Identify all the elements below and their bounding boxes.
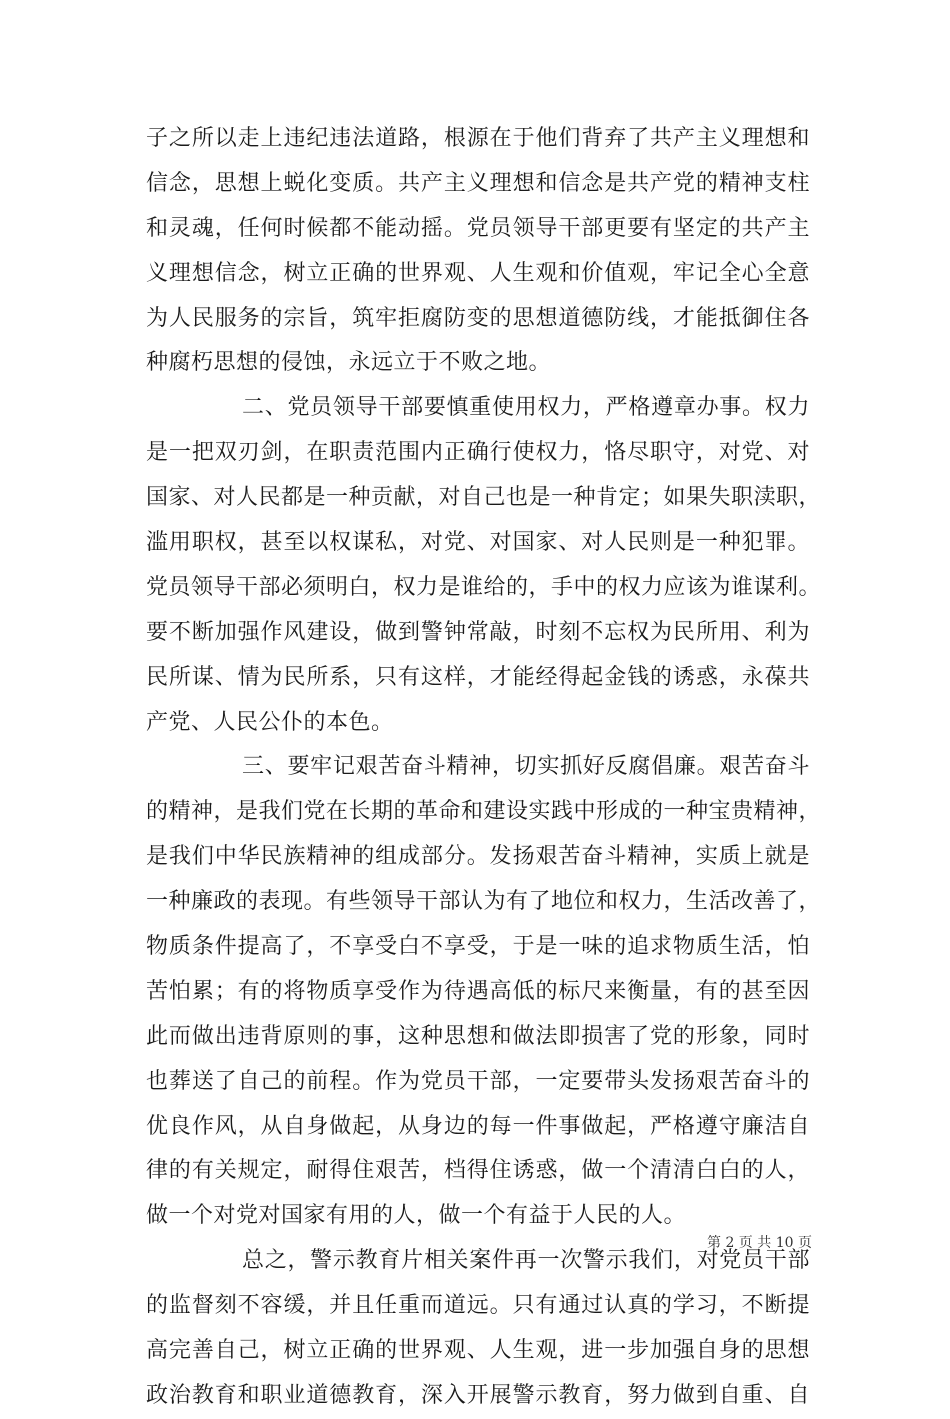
text-line: 为人民服务的宗旨，筑牢拒腐防变的思想道德防线，才能抵御住各 <box>146 305 810 331</box>
text-line: 律的有关规定，耐得住艰苦，档得住诱惑，做一个清清白白的人， <box>146 1158 810 1184</box>
text-line: 产党、人民公仆的本色。 <box>146 709 394 735</box>
page-number: 第 2 页 共 10 页 <box>707 1235 812 1251</box>
paragraph-start-line: 总之，警示教育片相关案件再一次警示我们，对党员干部 <box>242 1248 810 1274</box>
text-line: 也葬送了自己的前程。作为党员干部，一定要带头发扬艰苦奋斗的 <box>146 1068 810 1094</box>
document-body <box>146 117 822 1419</box>
text-line: 政治教育和职业道德教育，深入开展警示教育，努力做到自重、自 <box>146 1382 810 1408</box>
text-line: 民所谋、情为民所系，只有这样，才能经得起金钱的诱惑，永葆共 <box>146 664 810 690</box>
text-line: 苦怕累；有的将物质享受作为待遇高低的标尺来衡量，有的甚至因 <box>146 978 810 1004</box>
section-heading-line: 二、党员领导干部要慎重使用权力，严格遵章办事。权力 <box>242 395 810 421</box>
text-line: 一种廉政的表现。有些领导干部认为有了地位和权力，生活改善了， <box>146 889 822 915</box>
text-line: 的监督刻不容缓，并且任重而道远。只有通过认真的学习，不断提 <box>146 1293 810 1319</box>
text-line: 种腐朽思想的侵蚀，永远立于不败之地。 <box>146 350 552 376</box>
text-line: 物质条件提高了，不享受白不享受，于是一味的追求物质生活，怕 <box>146 934 810 960</box>
text-line: 此而做出违背原则的事，这种思想和做法即损害了党的形象，同时 <box>146 1023 810 1049</box>
text-line: 的精神，是我们党在长期的革命和建设实践中形成的一种宝贵精神， <box>146 799 822 825</box>
text-line: 是我们中华民族精神的组成部分。发扬艰苦奋斗精神，实质上就是 <box>146 844 810 870</box>
text-line: 信念，思想上蜕化变质。共产主义理想和信念是共产党的精神支柱 <box>146 170 810 196</box>
text-line: 和灵魂，任何时候都不能动摇。党员领导干部更要有坚定的共产主 <box>146 215 810 241</box>
text-line: 做一个对党对国家有用的人，做一个有益于人民的人。 <box>146 1203 687 1229</box>
text-line: 滥用职权，甚至以权谋私，对党、对国家、对人民则是一种犯罪。 <box>146 530 810 556</box>
text-line: 要不断加强作风建设，做到警钟常敲，时刻不忘权为民所用、利为 <box>146 619 810 645</box>
text-line: 子之所以走上违纪违法道路，根源在于他们背弃了共产主义理想和 <box>146 126 810 151</box>
text-line: 是一把双刃剑，在职责范围内正确行使权力，恪尽职守，对党、对 <box>146 440 810 466</box>
text-line: 高完善自己，树立正确的世界观、人生观，进一步加强自身的思想 <box>146 1338 810 1364</box>
section-heading-line: 三、要牢记艰苦奋斗精神，切实抓好反腐倡廉。艰苦奋斗 <box>242 754 810 780</box>
text-line: 国家、对人民都是一种贡献，对自己也是一种肯定；如果失职渎职， <box>146 485 822 511</box>
text-line: 义理想信念，树立正确的世界观、人生观和价值观，牢记全心全意 <box>146 260 810 286</box>
text-line: 优良作风，从自身做起，从身边的每一件事做起，严格遵守廉洁自 <box>146 1113 810 1139</box>
text-line: 党员领导干部必须明白，权力是谁给的，手中的权力应该为谁谋利。 <box>146 574 822 600</box>
